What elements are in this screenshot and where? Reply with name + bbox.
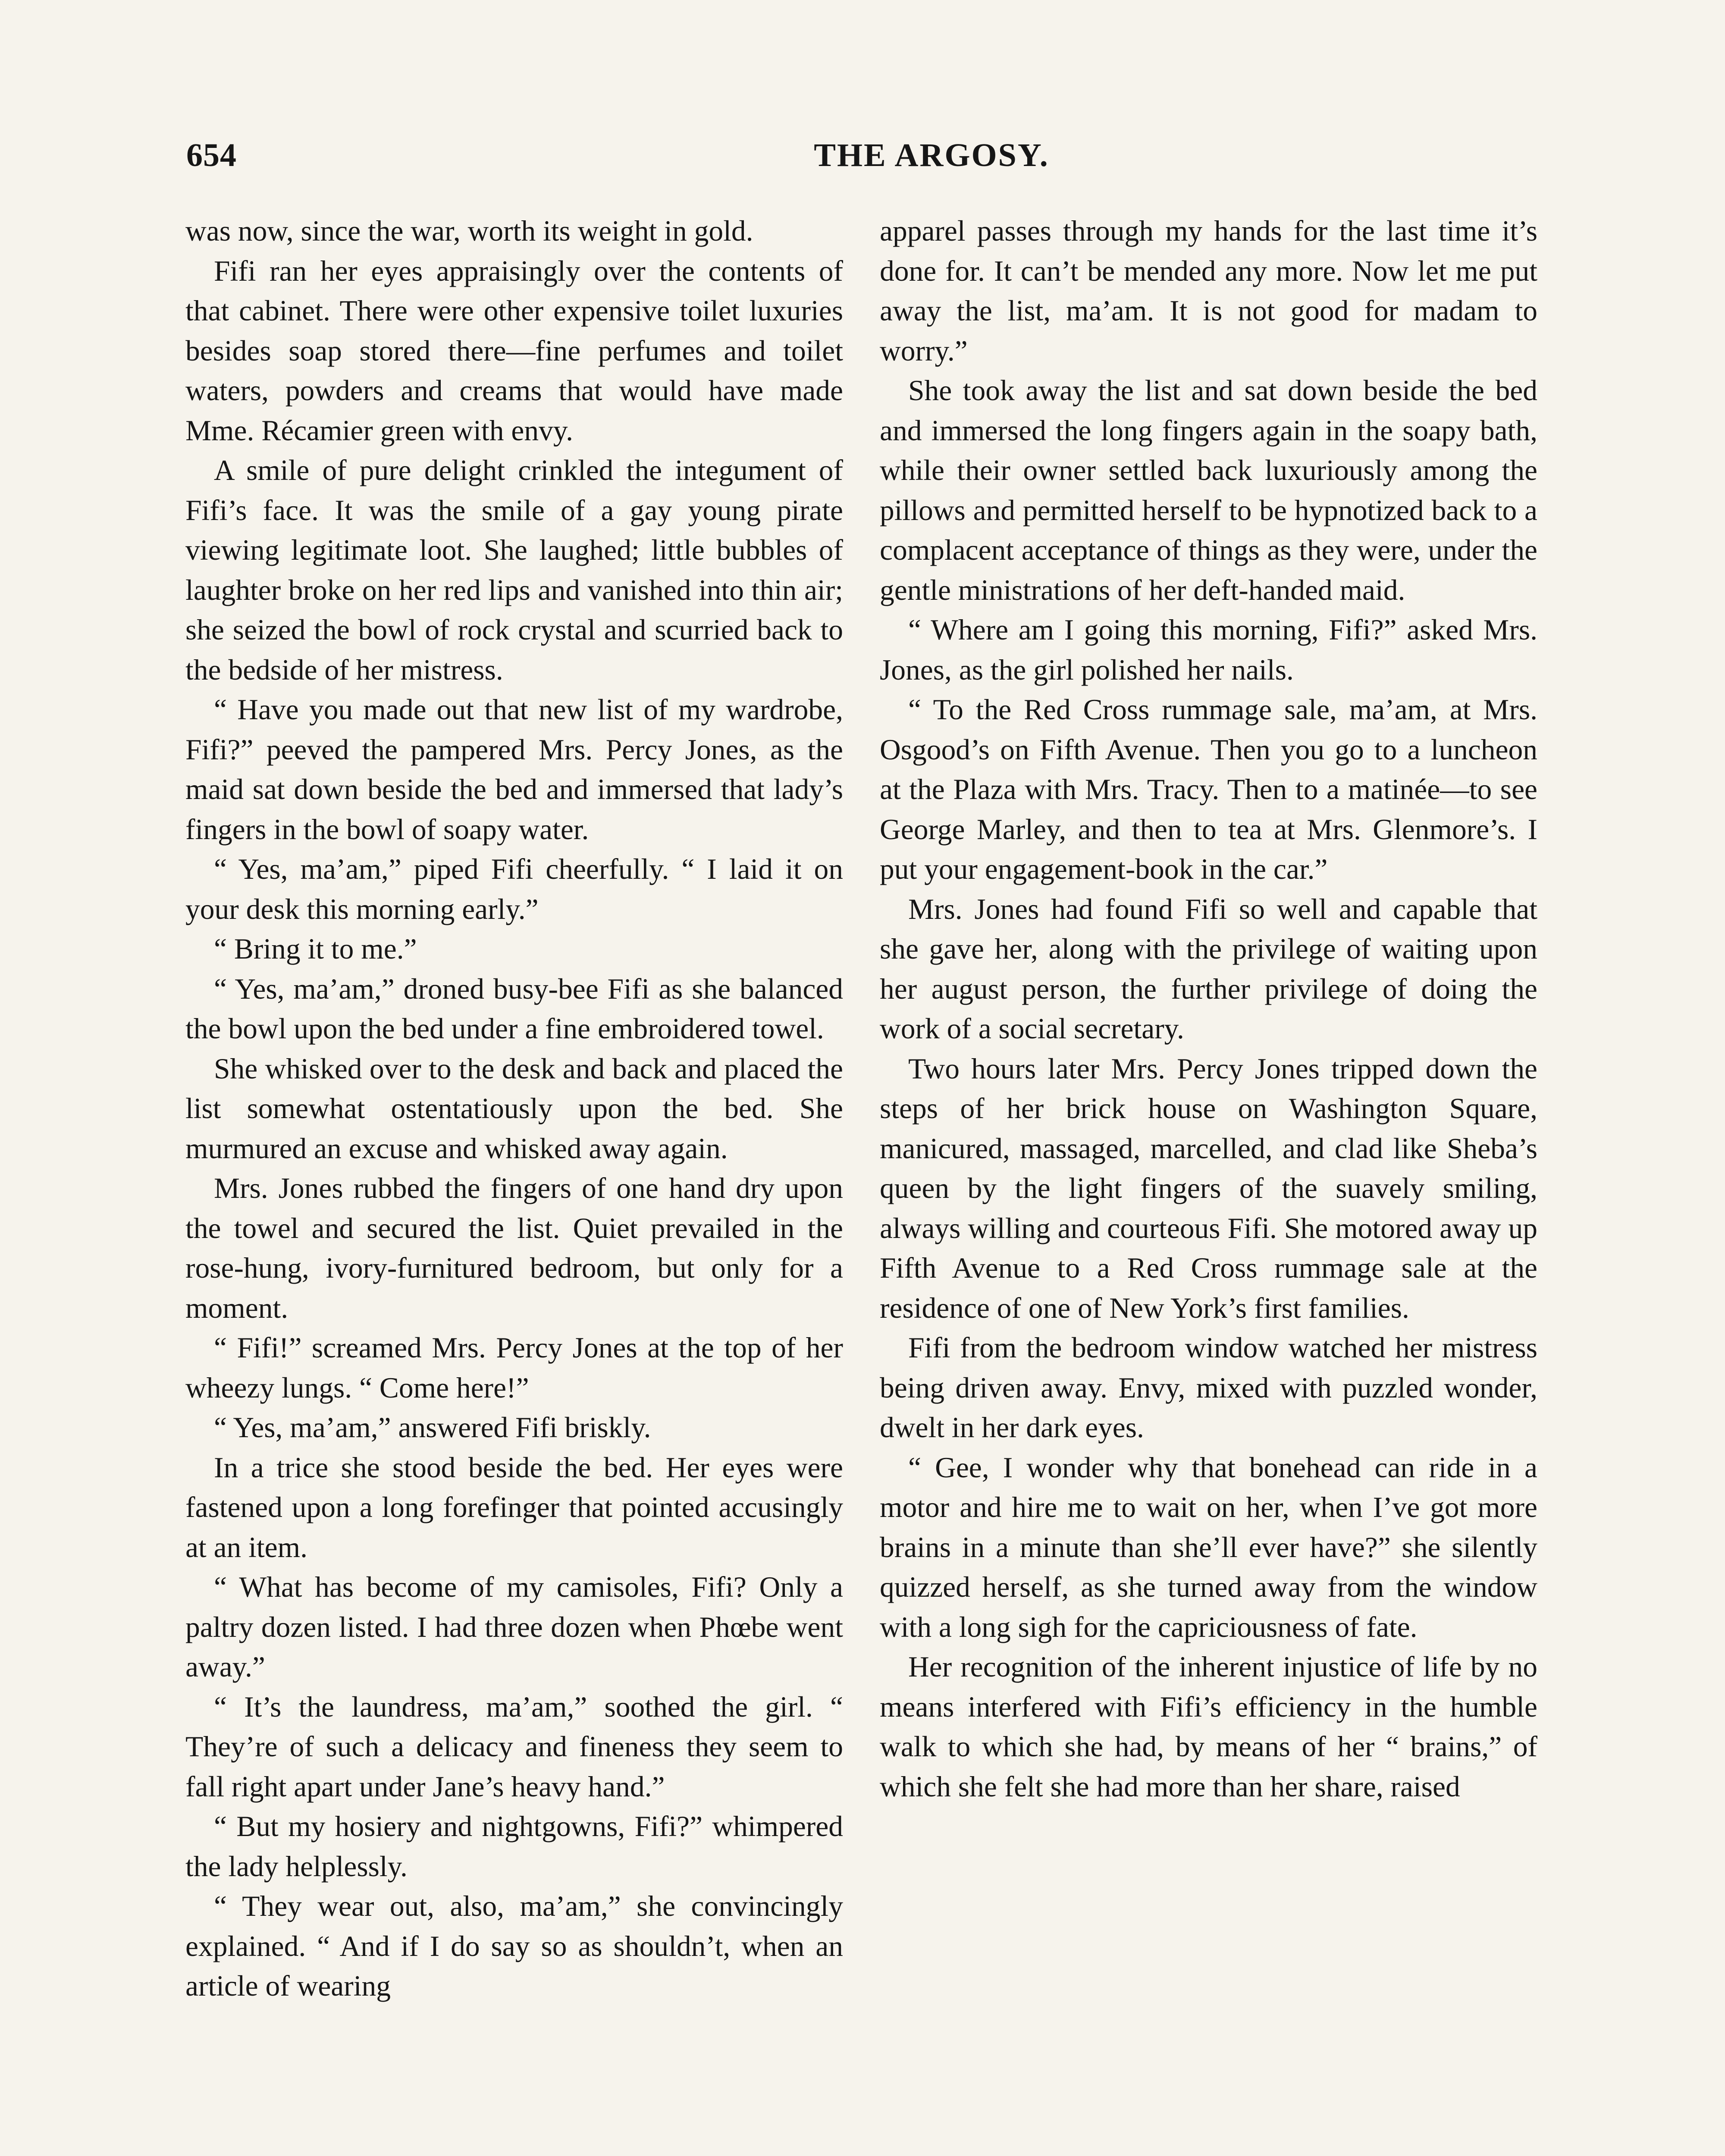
paragraph: “ Yes, ma’am,” answered Fifi briskly. xyxy=(214,1411,651,1444)
paragraph: “ Yes, ma’am,” piped Fifi cheerfully. “ I laid it on your desk this morning early.” xyxy=(185,853,843,925)
paragraph: Mrs. Jones rubbed the fingers of one hand dry upon the towel and secured the list. Quiet prevailed in the rose-hung, ivory-furnitured bedroom, but only for a moment. xyxy=(185,1172,843,1324)
paragraph: “ Bring it to me.” xyxy=(214,933,417,965)
paragraph: In a trice she stood beside the bed. Her eyes were fastened upon a long forefinger that pointed accusingly at an item. xyxy=(185,1451,843,1564)
paragraph: Fifi ran her eyes appraisingly over the contents of that cabinet. There were other expensive toilet luxuries besides soap stored there—fine perfumes and toilet waters, powders and creams that would have made Mme. Récamier green with envy. xyxy=(185,254,843,447)
paragraph: Fifi from the bedroom window watched her mistress being driven away. Envy, mixed with puzzled wonder, dwelt in her dark eyes. xyxy=(880,1332,1537,1444)
paragraph: Her recognition of the inherent injustice of life by no means interfered with Fifi’s efficiency in the humble walk to which she had, by means of her “ brains,” of which she felt she had more than her share, raised xyxy=(880,1651,1537,1803)
paragraph: apparel passes through my hands for the last time it’s done for. It can’t be mended any more. Now let me put away the list, ma’am. It is not good for madam to worry.” xyxy=(880,215,1537,367)
paragraph: Two hours later Mrs. Percy Jones tripped down the steps of her brick house on Washington Square, manicured, massaged, marcelled, and clad like Sheba’s queen by the light fingers of the suavely smiling, always willing and courteous Fifi. She motored away up Fifth Avenue to a Red Cross rummage sale at the residence of one of New York’s first families. xyxy=(880,1052,1537,1324)
paragraph: “ Gee, I wonder why that bonehead can ride in a motor and hire me to wait on her, when I’ve got more brains in a minute than she’ll ever have?” she silently quizzed herself, as she turned away from the window with a long sigh for the capriciousness of fate. xyxy=(880,1451,1537,1643)
running-head: THE ARGOSY. xyxy=(814,137,1049,173)
paragraph: “ Yes, ma’am,” droned busy-bee Fifi as she balanced the bowl upon the bed under a fine embroidered towel. xyxy=(185,972,843,1045)
paragraph: She whisked over to the desk and back and placed the list somewhat ostentatiously upon the bed. She murmured an excuse and whisked away again. xyxy=(185,1052,843,1165)
paragraph: was now, since the war, worth its weight in gold. xyxy=(185,215,753,247)
paragraph: “ It’s the laundress, ma’am,” soothed the girl. “ They’re of such a delicacy and fineness they seem to fall right apart under Jane’s heavy hand.” xyxy=(185,1690,843,1803)
paragraph: “ What has become of my camisoles, Fifi? Only a paltry dozen listed. I had three dozen when Phœbe went away.” xyxy=(185,1571,843,1683)
paragraph: “ Where am I going this morning, Fifi?” asked Mrs. Jones, as the girl polished her nails. xyxy=(880,614,1537,686)
paragraph: She took away the list and sat down beside the bed and immersed the long fingers again in the soapy bath, while their owner settled back luxuriously among the pillows and permitted herself to be hypnotized back to a complacent acceptance of things as they were, under the gentle ministrations of her deft-handed maid. xyxy=(880,374,1537,606)
paragraph: “ They wear out, also, ma’am,” she convincingly explained. “ And if I do say so as shouldn’t, when an article of wearing xyxy=(185,1890,843,2002)
paragraph: “ To the Red Cross rummage sale, ma’am, at Mrs. Osgood’s on Fifth Avenue. Then you go to a luncheon at the Plaza with Mrs. Tracy. Then to a matinée—to see George Marley, and then to tea at Mrs. Glenmore’s. I put your engagement-book in the car.” xyxy=(880,693,1537,885)
paragraph: A smile of pure delight crinkled the integument of Fifi’s face. It was the smile of a gay young pirate viewing legitimate loot. She laughed; little bubbles of laughter broke on her red lips and vanished into thin air; she seized the bowl of rock crystal and scurried back to the bedside of her mistress. xyxy=(185,454,843,686)
right-column xyxy=(880,211,1537,1807)
paragraph: Mrs. Jones had found Fifi so well and capable that she gave her, along with the privilege of waiting upon her august person, the further privilege of doing the work of a social secretary. xyxy=(880,893,1537,1045)
paragraph: “ But my hosiery and nightgowns, Fifi?” whimpered the lady helplessly. xyxy=(185,1810,843,1883)
paragraph: “ Have you made out that new list of my wardrobe, Fifi?” peeved the pampered Mrs. Percy Jones, as the maid sat down beside the bed and immersed that lady’s fingers in the bowl of soapy water. xyxy=(185,693,843,846)
paragraph: “ Fifi!” screamed Mrs. Percy Jones at the top of her wheezy lungs. “ Come here!” xyxy=(185,1332,843,1404)
page-number: 654 xyxy=(186,137,237,173)
left-column xyxy=(185,211,843,2006)
